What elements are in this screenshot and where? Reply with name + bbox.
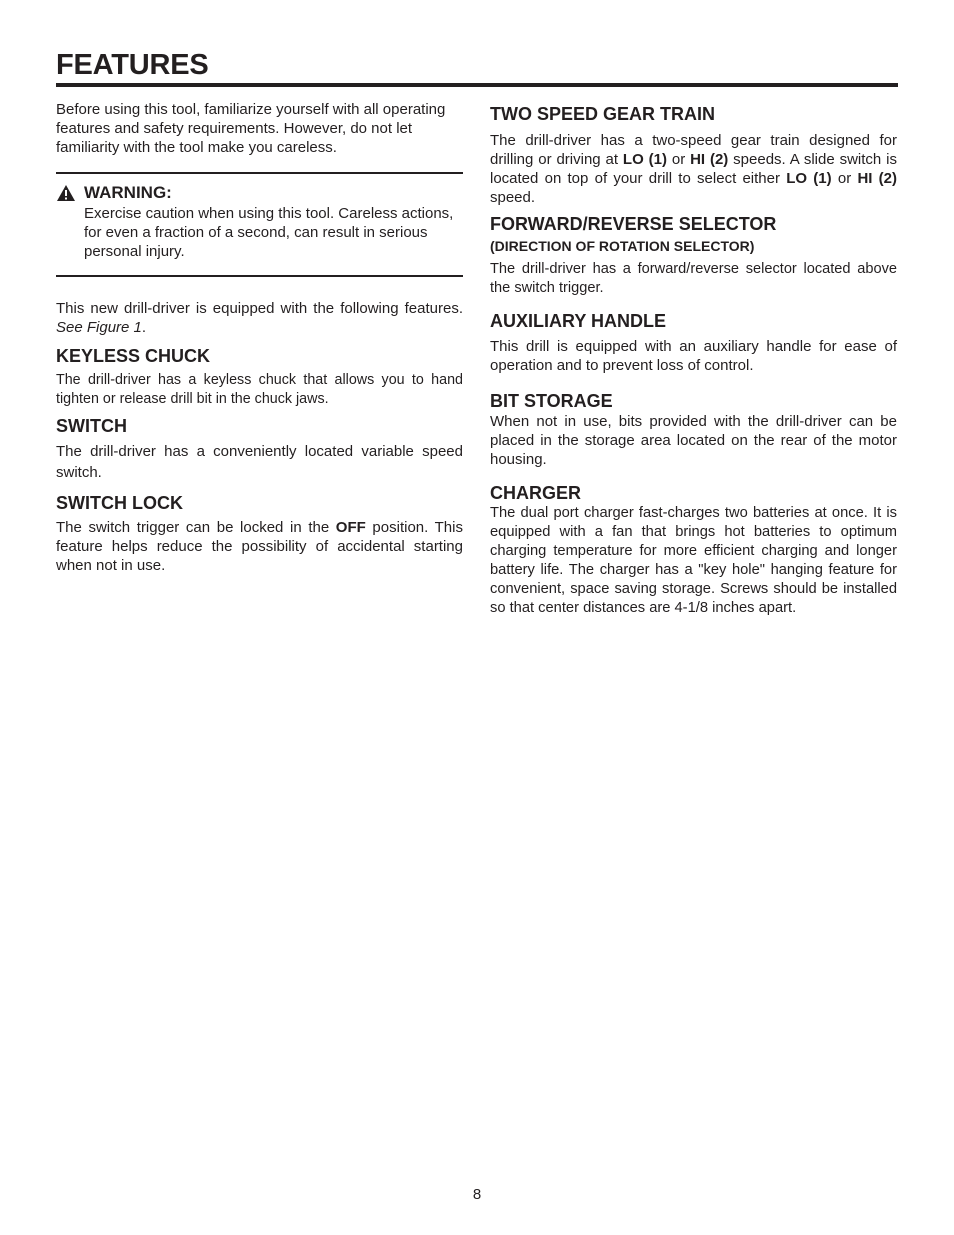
switch-text: The drill-driver has a conveniently located variable speed switch. (56, 443, 463, 481)
charger-heading: CHARGER (490, 483, 582, 503)
switch-heading: SWITCH (56, 416, 127, 436)
off-label: OFF (335, 519, 366, 536)
hi-label-2: HI (2) (857, 170, 897, 187)
keyless-chuck-heading: KEYLESS CHUCK (56, 346, 211, 366)
bit-storage-heading: BIT STORAGE (490, 391, 613, 411)
warning-bottom-rule (56, 275, 463, 277)
switch-lock-heading: SWITCH LOCK (56, 493, 183, 513)
bit-storage-text: When not in use, bits provided with the drill-driver can be placed in the storage area located on the rear of the motor housing. (490, 413, 897, 468)
equipped-text: This new drill-driver is equipped with the following features. (56, 300, 463, 317)
hi-label: HI (2) (690, 151, 729, 168)
warning-text: Exercise caution when using this tool. Careless actions, for even a fraction of a second, can result in serious personal injury. (84, 205, 454, 260)
forward-reverse-text: The drill-driver has a forward/reverse selector located above the switch trigger. (490, 261, 897, 296)
keyless-chuck-text: The drill-driver has a keyless chuck that allows you to hand tighten or release drill bit in the chuck jaws. (56, 372, 463, 407)
intro-paragraph: Before using this tool, familiarize yourself with all operating features and safety requirements. However, do not let familiarity with the tool make you careless. (56, 101, 446, 156)
two-speed-text-3: speeds. A slide switch is located on top of your drill to select either (490, 151, 897, 187)
switch-lock-text-before: The switch trigger can be locked in the (56, 519, 336, 536)
switch-lock-text (56, 518, 463, 575)
warning-label: WARNING: (84, 183, 172, 202)
see-figure-link[interactable]: See Figure 1 (56, 319, 142, 336)
warning-box (56, 174, 463, 275)
left-column (56, 100, 463, 575)
see-figure-period: . (141, 319, 147, 336)
two-speed-text-5: speed. (490, 189, 536, 206)
page-number: 8 (472, 1186, 482, 1203)
two-speed-heading: TWO SPEED GEAR TRAIN (490, 104, 716, 124)
lo-label: LO (1) (622, 151, 667, 168)
lo-label-2: LO (1) (786, 170, 832, 187)
switch-lock-text-after: position. This feature helps reduce the possibility of accidental starting when not in use. (56, 519, 463, 574)
two-speed-text-2: or (666, 151, 691, 168)
warning-header (56, 184, 463, 202)
title-rule (56, 83, 898, 87)
forward-reverse-subheading: (DIRECTION OF ROTATION SELECTOR) (490, 238, 755, 254)
equipped-paragraph (56, 299, 463, 337)
forward-reverse-heading: FORWARD/REVERSE SELECTOR (490, 214, 777, 234)
two-speed-text-4: or (831, 170, 858, 187)
auxiliary-handle-text: This drill is equipped with an auxiliary handle for ease of operation and to prevent loss of control. (490, 338, 897, 374)
two-speed-text-1: The drill-driver has a two-speed gear train designed for drilling or driving at (490, 132, 897, 168)
right-column (490, 103, 897, 618)
auxiliary-handle-heading: AUXILIARY HANDLE (490, 311, 667, 331)
warning-triangle-icon (56, 184, 76, 202)
charger-text: The dual port charger fast-charges two batteries at once. It is equipped with a fan that brings hot batteries to optimum charging temperature for more efficient charging and longer battery life. The charger has a "key hole" hanging feature for convenient, space saving storage. Screws should be installed so that center distances are 4-1/8 inches apart. (490, 505, 897, 616)
two-speed-text (490, 131, 897, 207)
page-title: FEATURES (56, 49, 209, 81)
